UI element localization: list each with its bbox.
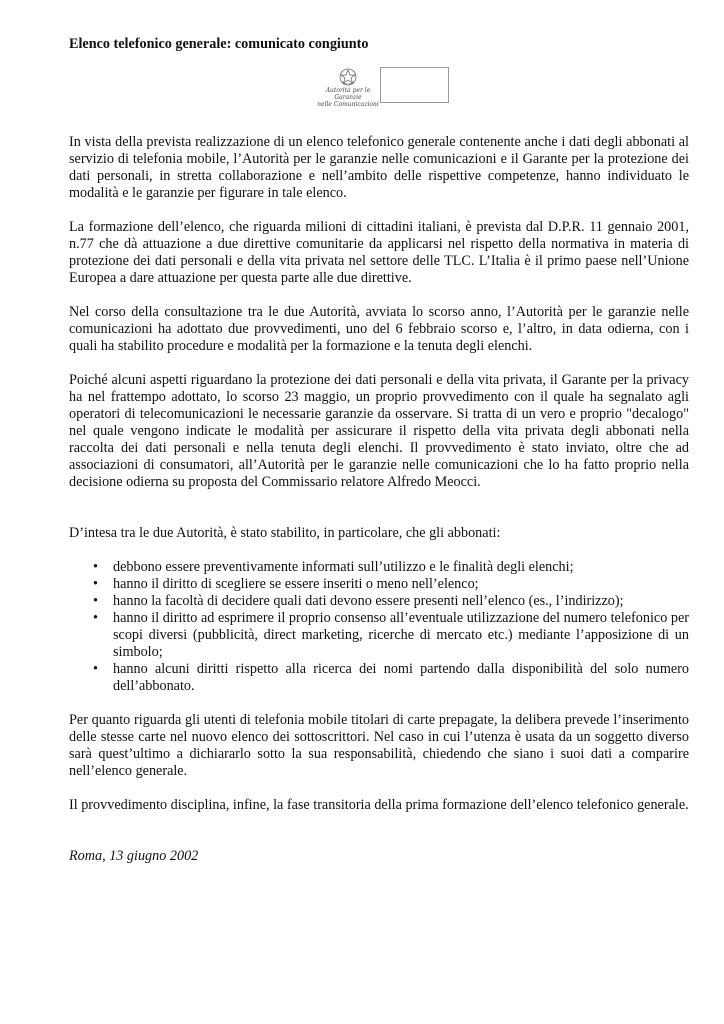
list-item-text: debbono essere preventivamente informati sull’utilizzo e le finalità degli elenchi;: [113, 559, 574, 575]
list-item: [93, 661, 689, 695]
emblem-seal-icon: [337, 67, 359, 87]
list-item: [93, 610, 689, 661]
document-title: Elenco telefonico generale: comunicato congiunto: [69, 36, 369, 52]
paragraph-transitional: Il provvedimento disciplina, infine, la fase transitoria della prima formazione dell’elenco telefonico generale.: [69, 797, 689, 813]
paragraph-intro: In vista della prevista realizzazione di un elenco telefonico generale contenente anche i dati degli abbonati al servizio di telefonia mobile, l’Autorità per le garanzie nelle comunicazioni e il Garante per la protezione dei dati personali, in stretta collaborazione e nell’ambito delle rispettive competenze, hanno individuato le modalità e le garanzie per figurare in tale elenco.: [69, 134, 689, 201]
list-item-text: hanno il diritto ad esprimere il proprio consenso all’eventuale utilizzazione del numero telefonico per scopi diversi (pubblicità, direct marketing, ricerche di mercato etc.) mediante l’apposizione di un simbolo;: [113, 610, 689, 660]
bullet-icon: •: [93, 576, 98, 592]
list-item: [93, 576, 689, 593]
agcom-logo: [315, 67, 381, 107]
seal-caption-line2: nelle Comunicazioni: [317, 101, 379, 108]
list-item: [93, 593, 689, 610]
list-item: [93, 559, 689, 576]
paragraph-privacy: Poiché alcuni aspetti riguardano la protezione dei dati personali e della vita privata, il Garante per la privacy ha nel frattempo adottato, lo scorso 23 maggio, un proprio provvedimento con il quale ha segnalato agli operatori di telecomunicazioni le necessarie garanzie da osservare. Si tratta di un vero e proprio "decalogo" nel quale vengono indicate le modalità per assicurare il rispetto della vita privata degli abbonati nella raccolta dei dati personali e nella tenuta degli elenchi. Il provvedimento è stato inviato, oltre che ad associazioni di consumatori, all’Autorità per le garanzie nelle comunicazioni che lo ha fatto proprio nella decisione odierna su proposta del Commissario relatore Alfredo Meocci.: [69, 372, 689, 490]
bullet-icon: •: [93, 559, 98, 575]
paragraph-consultation: Nel corso della consultazione tra le due Autorità, avviata lo scorso anno, l’Autorità per le garanzie nelle comunicazioni ha adottato due provvedimenti, uno del 6 febbraio scorso e, l’altro, in data odierna, con i quali ha stabilito procedure e modalità per la formazione e la tenuta degli elenchi.: [69, 304, 689, 354]
bullet-icon: •: [93, 593, 98, 609]
bullet-icon: •: [93, 610, 98, 626]
seal-caption: [315, 87, 381, 108]
list-item-text: hanno il diritto di scegliere se essere inseriti o meno nell’elenco;: [113, 576, 479, 592]
list-item-text: hanno alcuni diritti rispetto alla ricerca dei nomi partendo dalla disponibilità del solo numero dell’abbonato.: [113, 661, 689, 694]
logo-placeholder-box: [380, 67, 449, 103]
paragraph-prepaid: Per quanto riguarda gli utenti di telefonia mobile titolari di carte prepagate, la delibera prevede l’inserimento delle stesse carte nel nuovo elenco dei sottoscrittori. Nel caso in cui l’utenza è usata da un soggetto diverso sarà quest’ultimo a dichiararlo sotto la sua responsabilità, chiedendo che siano i suoi dati a comparire nell’elenco generale.: [69, 712, 689, 779]
paragraph-agreement: D’intesa tra le due Autorità, è stato stabilito, in particolare, che gli abbonati:: [69, 525, 501, 541]
paragraph-formation: La formazione dell’elenco, che riguarda milioni di cittadini italiani, è prevista dal D.P.R. 11 gennaio 2001, n.77 che dà attuazione a due direttive comunitarie da applicarsi nel rispetto della normativa in materia di protezione dei dati personali e della vita privata nel settore delle TLC. L’Italia è il primo paese nell’Unione Europea a dare attuazione per questa parte alle due direttive.: [69, 219, 689, 286]
bullet-icon: •: [93, 661, 98, 677]
subscriber-rights-list: [69, 559, 689, 695]
header-logos: [69, 67, 689, 113]
seal-caption-line1: Autorità per le Garanzie: [325, 87, 371, 101]
place-date-signoff: Roma, 13 giugno 2002: [69, 848, 199, 864]
list-item-text: hanno la facoltà di decidere quali dati devono essere presenti nell’elenco (es., l’indirizzo);: [113, 593, 624, 609]
document-page: [69, 36, 689, 882]
